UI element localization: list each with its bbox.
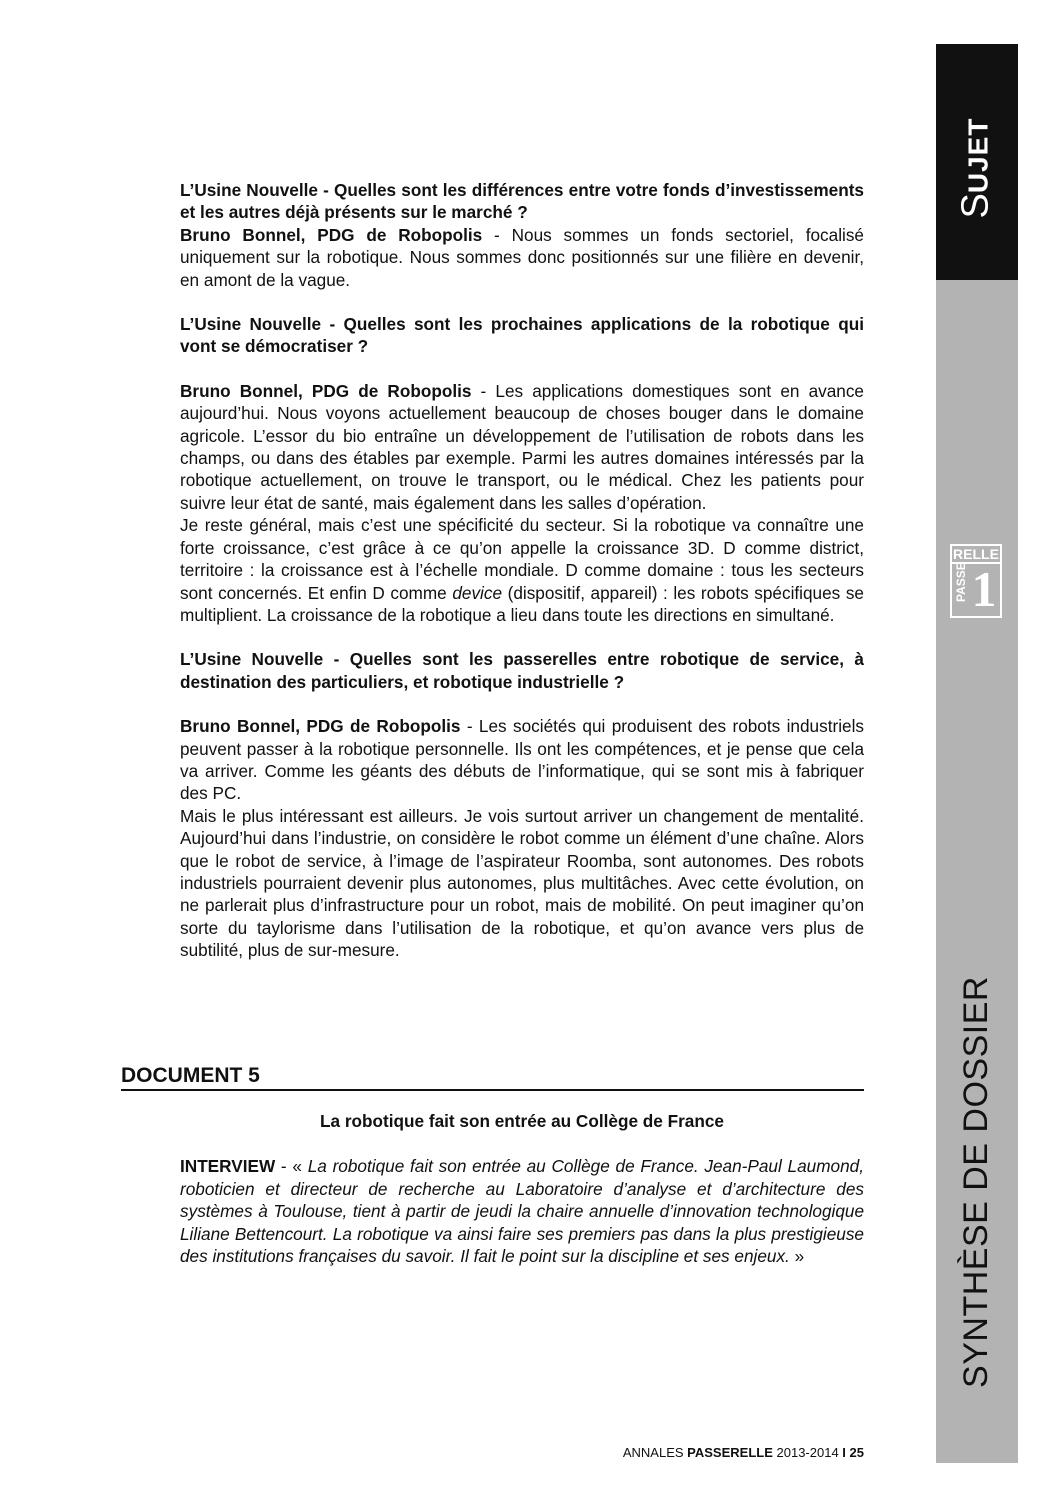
interview-label: INTERVIEW (180, 1156, 276, 1176)
italic-term: device (452, 582, 503, 603)
respondent-name: Bruno Bonnel, PDG de Robopolis (180, 380, 472, 401)
article-body (180, 179, 864, 962)
answer-text: - Nous sommes un fonds sectoriel, focalisé uniquement sur la robotique. Nous sommes donc positionnés sur une filière en devenir, en amont de la vague. (180, 224, 864, 290)
answer-3-paragraph-2: Mais le plus intéressant est ailleurs. Je vois surtout arriver un changement de mentalité. Aujourd’hui dans l’industrie, on considère le robot comme un élément d’une chaîne. Alors que le robot de service, à l’image de l’aspirateur Roomba, sont autonomes. Des robots industriels pourraient devenir plus autonomes, plus multitâches. Avec cette évolution, on ne parlerait plus d’infrastructure pour un robot, mais de mobilité. On peut imaginer qu’on sorte du taylorisme dans l’utilisation de la robotique, et qu’on avance vers plus de subtilité, plus de sur-mesure. (180, 805, 864, 961)
document-heading: DOCUMENT 5 (121, 1064, 864, 1091)
interview-paragraph: INTERVIEW - « La robotique fait son entrée au Collège de France. Jean-Paul Laumond, roboticien et directeur de recherche au Laboratoire d’analyse et d’architecture des systèmes à Toulouse, tient à partir de jeudi la chaire annuelle d’innovation technologique Liliane Bettencourt. La robotique va ainsi faire ses premiers pas dans la plus prestigieuse des institutions françaises du savoir. Il fait le point sur la discipline et ses enjeux. » (180, 1156, 864, 1267)
sidebar-label-sujet: SUJET (954, 117, 997, 219)
question-text: Quelles sont les prochaines applications de la robotique qui vont se démocratiser ? (180, 314, 864, 357)
answer-text: - Les sociétés qui produisent des robots industriels peuvent passer à la robotique personnelle. Ils ont les compétences, et je pense que cela va arriver. Comme les géants des débuts de l’informatique, qui se sont mis à fabriquer des PC. (180, 716, 864, 804)
respondent-name: Bruno Bonnel, PDG de Robopolis (180, 716, 461, 737)
question-text: Quelles sont les différences entre votre fonds d’investissements et les autres déjà présents sur le marché ? (180, 180, 864, 223)
interview-text: La robotique fait son entrée au Collège de France. Jean-Paul Laumond, roboticien et directeur de recherche au Laboratoire d’analyse et d’architecture des systèmes à Toulouse, tient à partir de jeudi la chaire annuelle d’innovation technologique Liliane Bettencourt. La robotique va ainsi faire ses premiers pas dans la plus prestigieuse des institutions françaises du savoir. Il fait le point sur la discipline et ses enjeux. (180, 1156, 864, 1267)
answer-1 (180, 224, 864, 291)
respondent-name: Bruno Bonnel, PDG de Robopolis (180, 224, 483, 245)
answer-2-paragraph-2: Je reste général, mais c’est une spécificité du secteur. Si la robotique va connaître une forte croissance, c’est grâce à ce qu’on appelle la croissance 3D. D comme district, territoire : la croissance est à l’échelle mondiale. D comme domaine : tous les secteurs sont concernés. Et enfin D comme device (dispositif, appareil) : les robots spécifiques se multiplient. La croissance de la robotique a lieu dans toute les directions en simultané. (180, 515, 864, 625)
question-1 (180, 179, 864, 224)
question-2 (180, 313, 864, 358)
answer-2 (180, 380, 864, 514)
page-number: 25 (845, 1445, 864, 1460)
question-text: Quelles sont les passerelles entre robotique de service, à destination des particuliers, et robotique industrielle ? (180, 649, 864, 692)
answer-text: - Les applications domestiques sont en avance aujourd’hui. Nous voyons actuellement beaucoup de choses bouger dans le domaine agricole. L’essor du bio entraîne un développement de l’utilisation de robots dans les champs, ou dans des étables par exemple. Parmi les autres domaines intéressés par la robotique actuellement, on trouve le transport, ou le médical. Chez les patients pour suivre leur état de santé, mais également dans les salles d’opération. (180, 380, 864, 513)
document-title: La robotique fait son entrée au Collège de France (320, 1111, 724, 1131)
sidebar-section-title: SYNTHÈSE DE DOSSIER (957, 976, 995, 1388)
answer-3 (180, 715, 864, 805)
publication-name: PASSERELLE (687, 1445, 773, 1460)
interviewer-name: L’Usine Nouvelle - (180, 180, 334, 200)
passerelle-logo: RELLE PASSE 1 (950, 544, 1002, 618)
page-footer: ANNALES PASSERELLE 2013-2014 I 25 (622, 1445, 864, 1460)
interviewer-name: L’Usine Nouvelle - (180, 649, 350, 670)
interviewer-name: L’Usine Nouvelle - (180, 314, 344, 335)
question-3 (180, 648, 864, 693)
